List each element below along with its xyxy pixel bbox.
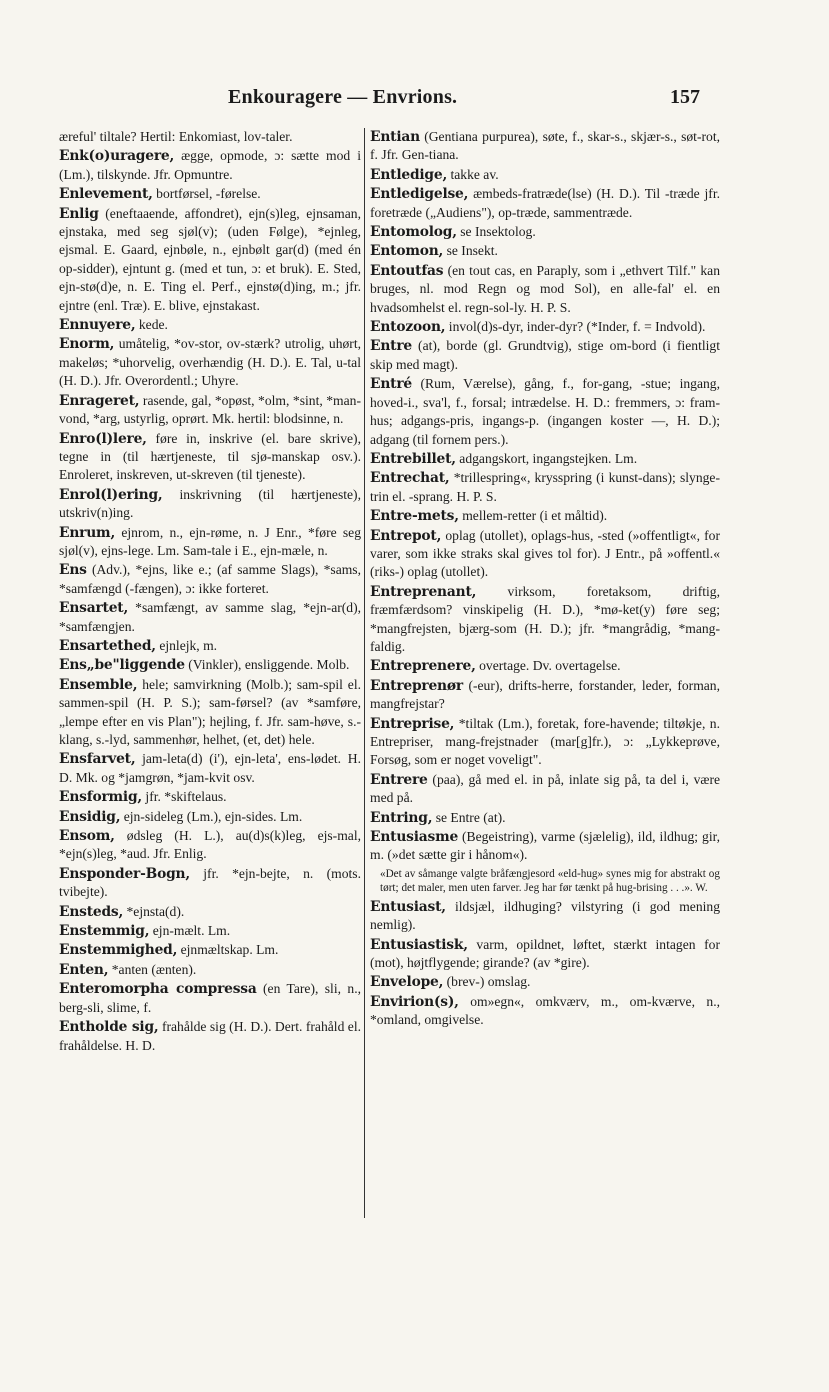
entry-headword: Entreprise,	[370, 715, 455, 732]
entry-definition: takke av.	[447, 166, 499, 182]
entry-headword: Enrum,	[59, 524, 116, 541]
dictionary-entry	[370, 375, 720, 449]
entry-headword: Envelope,	[370, 974, 444, 991]
dictionary-entry	[370, 973, 720, 991]
entry-headword: Ennuyere,	[59, 317, 136, 334]
dictionary-entry	[59, 676, 361, 750]
entry-definition: jam-leta(d) (i'), ejn-leta', ens-lødet. H. D. Mk. og *jamgrøn, *jam-kvit osv.	[59, 751, 361, 785]
entry-definition: ødsleg (H. L.), au(d)s(k)leg, ejs-mal, *ejn(s)leg, *aud. Jfr. Enlig.	[59, 828, 361, 862]
entry-headword: Ensom,	[59, 828, 115, 845]
entry-definition: *trillespring«, krysspring (i kunst-dans); slynge-trin el. -sprang. H. P. S.	[370, 470, 720, 504]
dictionary-entry	[59, 486, 361, 523]
entry-definition: inskrivning (til hærtjeneste), utskriv(n)ing.	[59, 486, 361, 521]
dictionary-entry	[59, 788, 361, 806]
entry-headword: Enstemmighed,	[59, 942, 178, 959]
entry-definition: (brev-) omslag.	[443, 974, 531, 990]
entry-headword: Entring,	[370, 809, 433, 826]
dictionary-entry	[59, 147, 361, 184]
dictionary-entry	[370, 828, 720, 865]
entry-headword: Ensartet,	[59, 600, 129, 617]
entry-headword: Enstemmig,	[59, 923, 150, 940]
entry-headword: Entomolog,	[370, 224, 457, 241]
entry-definition: (Vinkler), ensliggende. Molb.	[184, 657, 350, 673]
entry-headword: Entreprenør	[370, 677, 463, 694]
dictionary-entry	[370, 337, 720, 374]
entry-headword: Ens„be"liggende	[59, 657, 185, 674]
running-title: Enkouragere — Envrions.	[228, 86, 458, 108]
entry-headword: Ensfarvet,	[59, 751, 136, 768]
dictionary-entry	[370, 507, 720, 525]
entry-headword: Entreprenant,	[370, 583, 477, 600]
entry-definition: oplag (utollet), oplags-hus, -sted (»offentligt«, for varer, som ikke straks skal gives tol for). J Entr., på »offentl.« (riks-) oplag (utollet).	[370, 527, 720, 580]
entry-headword: Entrechat,	[370, 470, 450, 487]
right-column	[370, 128, 720, 1031]
entry-definition: ejnlejk, m.	[155, 637, 218, 653]
entry-headword: Entrere	[370, 771, 428, 788]
dictionary-entry	[370, 583, 720, 657]
entry-definition: æreful' tiltale? Hertil: Enkomiast, lov-taler.	[59, 129, 293, 144]
entry-definition: (paa), gå med el. in på, inlate sig på, ta del i, være med på.	[370, 771, 720, 806]
entry-definition: (Adv.), *ejns, like e.; (af samme Slags), *sams, *samfængd (-fængen), ɔ: ikke forteret.	[59, 562, 361, 596]
entry-headword: Entreprenere,	[370, 658, 476, 675]
entry-definition: overtage. Dv. overtagelse.	[475, 658, 621, 674]
entry-headword: Entusiasme	[370, 829, 459, 846]
dictionary-entry	[59, 961, 361, 979]
dictionary-entry	[59, 185, 361, 203]
entry-definition: (-eur), drifts-herre, forstander, leder, forman, mangfrejstar?	[370, 677, 720, 712]
entry-definition: virksom, foretaksom, driftig, fræmfærdsom? vinskipelig (H. D.), *mø-ket(y) føre seg; *mangfrejsten, bjærg-som (H. D.); jfr. *mangrådig, *mang-faldig.	[370, 583, 720, 654]
entry-definition: umåtelig, *ov-stor, ov-stærk? utrolig, uhørt, makeløs; *uhorvelig, overhændig (H. D.). E. Tal, u-tal (H. D.). Jfr. Overordentl.; Uhyre.	[59, 336, 361, 389]
entry-headword: Ensformig,	[59, 789, 143, 806]
entry-definition: ejn-sideleg (Lm.), ejn-sides. Lm.	[120, 808, 303, 824]
entry-headword: Enro(l)lere,	[59, 430, 147, 447]
entry-definition: se Entre (at).	[432, 809, 506, 825]
dictionary-entry	[370, 993, 720, 1030]
entry-headword: Entozoon,	[370, 319, 446, 336]
entry-headword: Entusiastisk,	[370, 936, 468, 953]
entry-headword: Enrol(l)ering,	[59, 486, 163, 503]
entry-definition: (at), borde (gl. Grundtvig), stige om-bord (i fientligt skip med magt).	[370, 338, 720, 372]
entry-definition: adgangskort, ingangstejken. Lm.	[455, 450, 638, 466]
entry-headword: Entrebillet,	[370, 450, 456, 467]
dictionary-entry	[370, 527, 720, 582]
dictionary-entry	[59, 561, 361, 598]
page-number: 157	[670, 86, 700, 108]
dictionary-entry	[370, 809, 720, 827]
entry-definition: *samfængt, av samme slag, *ejn-ar(d), *samfængjen.	[59, 600, 361, 634]
entry-headword: Entusiast,	[370, 898, 446, 915]
entry-definition: kede.	[135, 317, 168, 333]
dictionary-entry	[370, 677, 720, 714]
entry-headword: Enrageret,	[59, 392, 140, 409]
entry-definition: æmbeds-fratræde(lse) (H. D.). Til -træde jfr. foretræde („Audiens"), op-træde, sammentræde.	[370, 186, 720, 220]
dictionary-entry	[370, 469, 720, 506]
entry-definition: invol(d)s-dyr, inder-dyr? (*Inder, f. = Indvold).	[445, 319, 706, 335]
entry-headword: Enlig	[59, 205, 99, 222]
entry-definition: varm, opildnet, løftet, stærkt intagen for (mot), højtflygende; girande? (av *gire).	[370, 936, 720, 971]
entry-definition: ejnmæltskap. Lm.	[177, 942, 279, 958]
entry-definition: *tiltak (Lm.), foretak, fore-havende; tiltøkje, n. Entrepriser, mang-frejstnader (mar[g]fr.), ɔ: „Lykkeprøve, Forsøg, som er noget voveligt".	[370, 715, 720, 768]
entry-definition: se Insektolog.	[456, 224, 536, 240]
entry-headword: Entian	[370, 129, 420, 145]
dictionary-entry	[59, 392, 361, 429]
entry-definition: hele; samvirkning (Molb.); sam-spil el. sammen-spil (H. P. S.); sam-førsel? (av *samføre, „lempe efter en vis Plan"); hejling, f. Jfr. sam-høve, s.-klang, s.-lyd, sammenhør, helhet, (et, det) hele.	[59, 676, 361, 747]
entry-headword: Enorm,	[59, 336, 115, 353]
dictionary-entry	[59, 599, 361, 636]
entry-definition: *anten (ænten).	[108, 961, 197, 977]
dictionary-entry	[59, 637, 361, 655]
dictionary-entry	[370, 242, 720, 260]
entry-definition: bortførsel, -førelse.	[152, 186, 261, 202]
entry-headword: Entré	[370, 376, 412, 393]
dictionary-entry	[59, 128, 361, 146]
entry-headword: Ens	[59, 562, 87, 579]
entry-headword: Enk(o)uragere,	[59, 148, 175, 165]
entry-definition: ildsjæl, ildhuging? vilstyring (i god mening nemlig).	[370, 898, 720, 933]
entry-definition: *ejnsta(d).	[123, 903, 185, 919]
entry-definition: frahålde sig (H. D.). Dert. frahåld el. frahåldelse. H. D.	[59, 1019, 361, 1053]
dictionary-entry	[370, 898, 720, 935]
entry-headword: Entledige,	[370, 166, 448, 183]
entry-definition: (en tout cas, en Paraply, som i „ethvert Tilf." kan bruges, nl. mod Regn og mod Sol), en alle-fal' el. en hvadsomhelst el. regn-sol-ly. H. P. S.	[370, 262, 720, 315]
dictionary-entry	[370, 185, 720, 222]
dictionary-entry	[370, 657, 720, 675]
entry-definition: ægge, opmode, ɔ: sætte mod i (Lm.), tilskynde. Jfr. Opmuntre.	[59, 148, 361, 182]
entry-headword: Enteromorpha compressa	[59, 981, 257, 998]
entry-definition: om»egn«, omkværv, m., om-kværve, n., *omland, omgivelse.	[370, 993, 720, 1028]
entry-definition: (Rum, Værelse), gång, f., for-gang, -stue; ingang, hoved-i., sva'l, f., forsal; intrædelse. H. D.: fremmers, ɔ: fram-hus; adgangs-pris, ingangs-p. (ingangen koster —, H. D.); adgang (til fornem pers.).	[370, 376, 720, 447]
entry-headword: Enlevement,	[59, 186, 153, 203]
entry-headword: Enten,	[59, 961, 109, 978]
entry-headword: Ensponder-Bogn,	[59, 865, 190, 882]
dictionary-entry	[370, 128, 720, 165]
column-divider	[364, 128, 365, 1218]
entry-headword: Entre	[370, 338, 412, 355]
dictionary-entry	[59, 656, 361, 674]
entry-headword: Ensemble,	[59, 676, 138, 693]
dictionary-entry	[59, 903, 361, 921]
left-column	[59, 128, 361, 1056]
entry-definition: føre in, inskrive (el. bare skrive), tegne in (til hærtjeneste, til sjø-manskap osv.). Enroleret, inskreven, ut-skreven (til tjeneste).	[59, 430, 361, 483]
dictionary-entry	[59, 335, 361, 390]
dictionary-entry	[370, 771, 720, 808]
entry-definition: (Gentiana purpurea), søte, f., skar-s., skjær-s., søt-rot, f. Jfr. Gen-tiana.	[370, 129, 720, 163]
dictionary-entry	[59, 865, 361, 902]
entry-headword: Entoutfas	[370, 262, 444, 279]
entry-definition: (eneftaaende, affondret), ejn(s)leg, ejnsaman, ejnstaka, med seg sjøl(v); (uden Følge), *ejnleg, ejsmal. E. Gaard, ejnbøle, n., ejnbølt gar(d) (med én op-sidder), ejntunt g. (med et tun, ɔ: et bruk). E. Sted, ejn-stø(d)e, n. E. Ting el. Perf., ejnstø(d)ing, m.; jfr. ejntre (enl. Træ). E. blive, ejnstakast.	[59, 205, 361, 313]
dictionary-entry	[59, 750, 361, 787]
dictionary-entry	[59, 922, 361, 940]
dictionary-entry	[59, 524, 361, 561]
dictionary-entry	[370, 262, 720, 317]
entry-headword: Entrepot,	[370, 527, 442, 544]
entry-note: «Det av såmange valgte bråfængjesord «eld-hug» synes mig for abstrakt og tørt; det maler, men uten farver. Jeg har før tænkt på hug-brising . . .». W.	[380, 867, 720, 894]
dictionary-entry	[59, 808, 361, 826]
dictionary-entry	[59, 827, 361, 864]
page-header	[0, 86, 829, 118]
dictionary-entry	[59, 1018, 361, 1055]
dictionary-entry	[59, 430, 361, 485]
entry-definition: mellem-retter (i et måltid).	[458, 508, 608, 524]
dictionary-entry	[370, 715, 720, 770]
entry-definition: ejnrom, n., ejn-røme, n. J Enr., *føre seg sjøl(v), ejns-lege. Lm. Sam-tale i E., ejn-mæle, n.	[59, 524, 361, 558]
dictionary-entry	[370, 936, 720, 973]
entry-headword: Entledigelse,	[370, 186, 469, 203]
entry-definition: ejn-mælt. Lm.	[149, 923, 231, 939]
dictionary-entry	[370, 318, 720, 336]
entry-headword: Envirion(s),	[370, 993, 459, 1010]
dictionary-entry	[370, 223, 720, 241]
entry-headword: Ensteds,	[59, 903, 124, 920]
entry-headword: Entholde sig,	[59, 1019, 159, 1036]
dictionary-entry	[59, 941, 361, 959]
dictionary-entry	[59, 205, 361, 315]
dictionary-entry	[59, 980, 361, 1017]
dictionary-entry	[59, 316, 361, 334]
entry-definition: (en Tare), sli, n., berg-sli, slime, f.	[59, 981, 361, 1015]
entry-definition: jfr. *skiftelaus.	[142, 789, 227, 805]
entry-definition: rasende, gal, *opøst, *olm, *sint, *man-vond, *arg, ustyrlig, oprørt. Mk. hertil: blodsinne, n.	[59, 392, 361, 427]
entry-definition: (Begeistring), varme (sjælelig), ild, ildhug; gir, m. (»det sætte gir i hånom«).	[370, 829, 720, 863]
dictionary-entry	[370, 166, 720, 184]
entry-headword: Ensartethed,	[59, 637, 156, 654]
dictionary-entry	[370, 450, 720, 468]
entry-headword: Ensidig,	[59, 808, 121, 825]
entry-headword: Entomon,	[370, 243, 444, 260]
entry-definition: se Insekt.	[443, 243, 498, 259]
entry-headword: Entre-mets,	[370, 508, 459, 525]
entry-definition: jfr. *ejn-bejte, n. (mots. tvibejte).	[59, 865, 361, 900]
